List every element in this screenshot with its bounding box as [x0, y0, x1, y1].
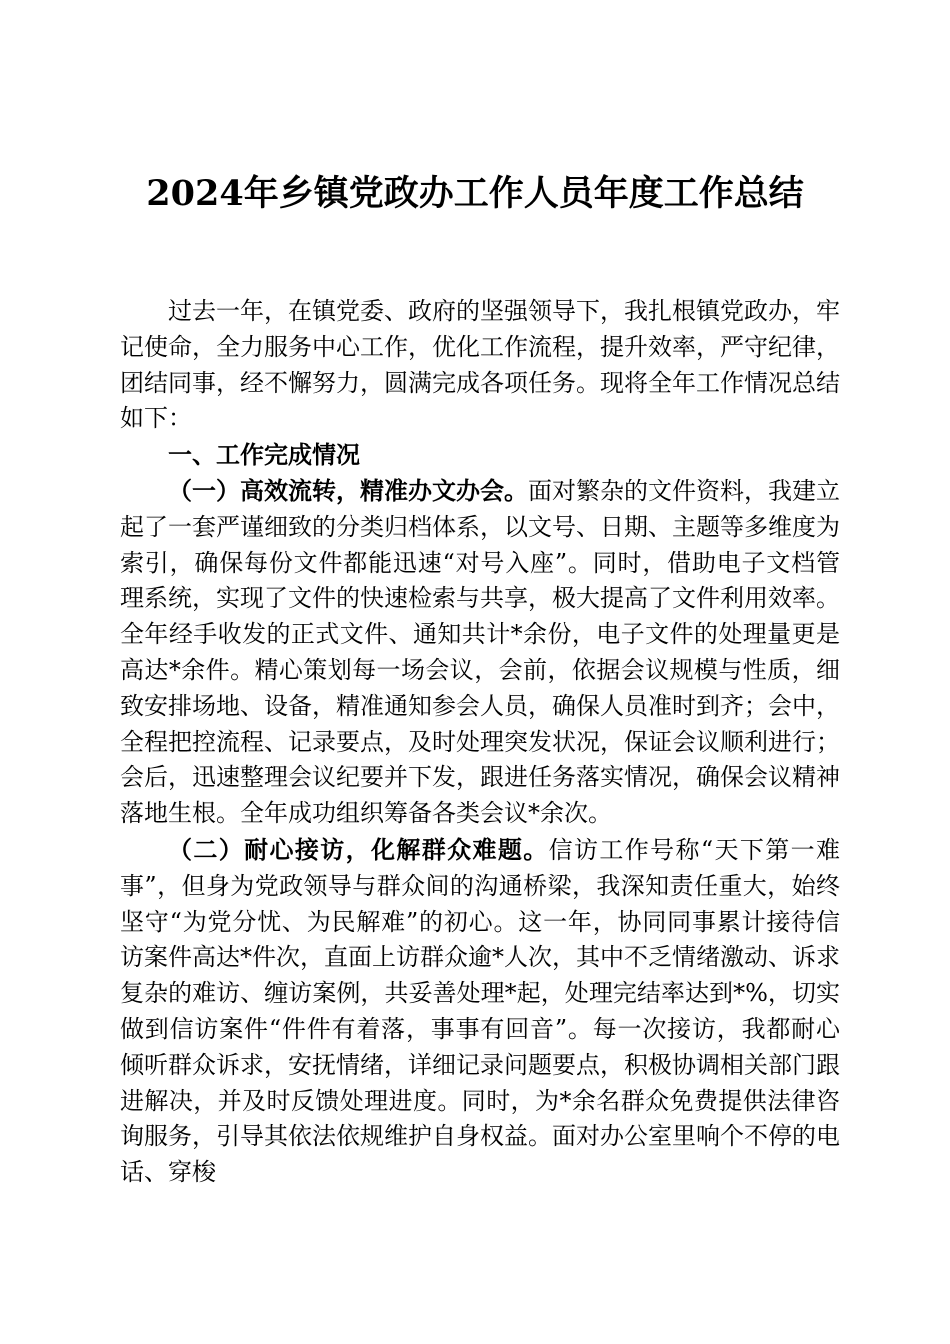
document-body — [120, 294, 840, 1191]
section-heading: 一、工作完成情况 — [168, 440, 360, 470]
intro-paragraph: 过去一年，在镇党委、政府的坚强领导下，我扎根镇党政办，牢记使命，全力服务中心工作，优化工作流程，提升效率，严守纪律，团结同事，经不懈努力，圆满完成各项任务。现将全年工作情况总结如下： — [120, 297, 840, 433]
item-1-title: （一）高效流转，精准办文办会。 — [168, 475, 528, 505]
document-title: 2024年乡镇党政办工作人员年度工作总结 — [146, 173, 804, 214]
item-2-body: 信访工作号称“天下第一难事”，但身为党政领导与群众间的沟通桥梁，我深知责任重大，始终坚守“为党分忧、为民解难”的初心。这一年，协同同事累计接待信访案件高达*件次，直面上访群众逾*人次，其中不乏情绪激动、诉求复杂的难访、缠访案例，共妥善处理*起，处理完结率达到*%，切实做到信访案件“件件有着落，事事有回音”。每一次接访，我都耐心倾听群众诉求，安抚情绪，详细记录问题要点，积极协调相关部门跟进解决，并及时反馈处理进度。同时，为*余名群众免费提供法律咨询服务，引导其依法依规维护自身权益。面对办公室里响个不停的电话、穿梭 — [120, 835, 840, 1187]
item-2-paragraph — [120, 832, 840, 1191]
item-1-body: 面对繁杂的文件资料，我建立起了一套严谨细致的分类归档体系，以文号、日期、主题等多维度为索引，确保每份文件都能迅速“对号入座”。同时，借助电子文档管理系统，实现了文件的快速检索与共享，极大提高了文件利用效率。全年经手收发的正式文件、通知共计*余份，电子文件的处理量更是高达*余件。精心策划每一场会议，会前，依据会议规模与性质，细致安排场地、设备，精准通知参会人员，确保人员准时到齐；会中，全程把控流程、记录要点，及时处理突发状况，保证会议顺利进行；会后，迅速整理会议纪要并下发，跟进任务落实情况，确保会议精神落地生根。全年成功组织筹备各类会议*余次。 — [120, 476, 840, 828]
item-2-title: （二）耐心接访，化解群众难题。 — [168, 834, 549, 864]
item-1-paragraph — [120, 473, 840, 832]
